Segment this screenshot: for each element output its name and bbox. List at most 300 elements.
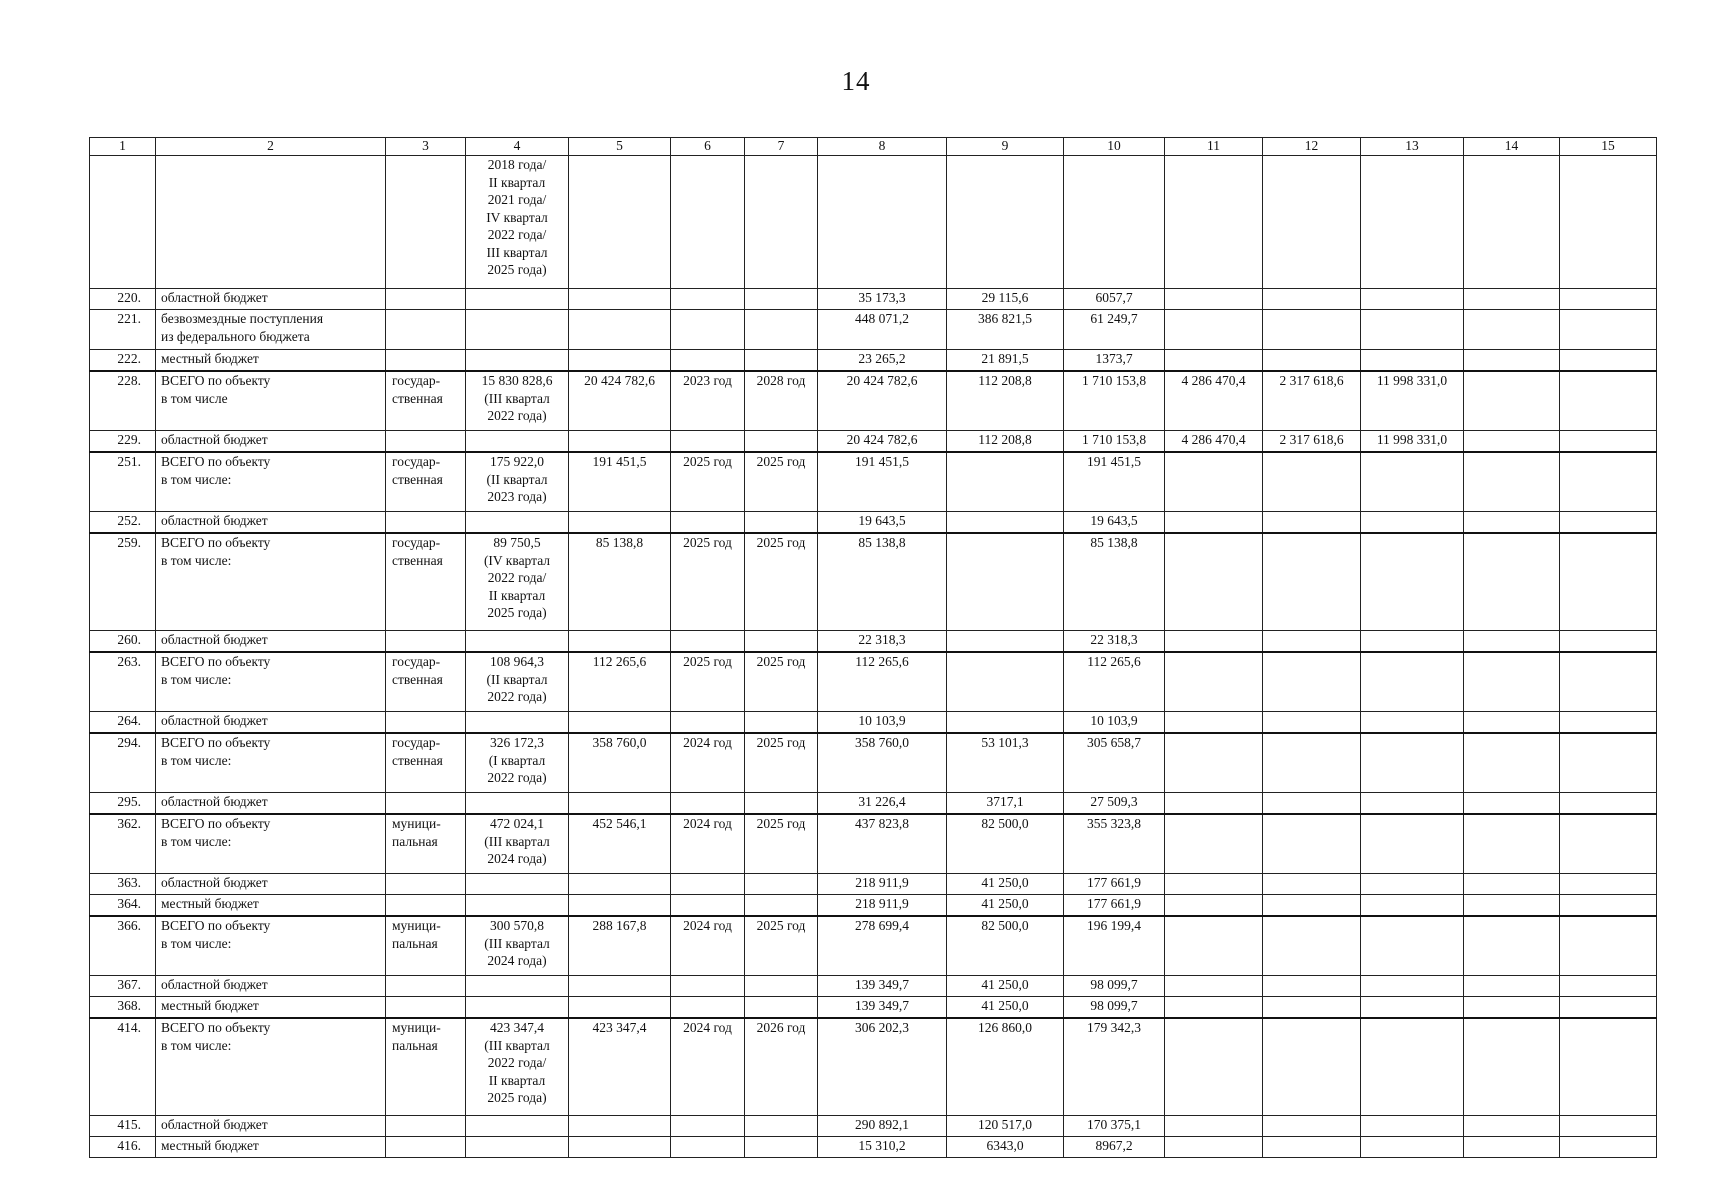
total-amount-cell: 10 103,9 [818, 712, 947, 734]
initial-cost-cell: 108 964,3 (II квартал 2022 года) [466, 652, 569, 712]
total-amount-cell: 139 349,7 [818, 976, 947, 997]
end-year-cell: 2025 год [745, 814, 818, 874]
row-name-cell: областной бюджет [156, 1116, 386, 1137]
amount-col-12-cell: 2 317 618,6 [1263, 431, 1361, 453]
start-year-cell [671, 874, 745, 895]
amount-col-10-cell [1064, 156, 1165, 289]
row-name-cell: ВСЕГО по объекту в том числе [156, 371, 386, 431]
amount-col-15-cell [1560, 1116, 1657, 1137]
amount-col-11-cell [1165, 733, 1263, 793]
amount-col-12-cell: 2 317 618,6 [1263, 371, 1361, 431]
ownership-type-cell [386, 997, 466, 1019]
amount-col-10-cell: 85 138,8 [1064, 533, 1165, 631]
column-number-row [90, 138, 1657, 156]
amount-col-10-cell: 179 342,3 [1064, 1018, 1165, 1116]
amount-col-12-cell [1263, 350, 1361, 372]
amount-col-9-cell: 41 250,0 [947, 874, 1064, 895]
initial-cost-cell [466, 1116, 569, 1137]
end-year-cell [745, 712, 818, 734]
amount-col-14-cell [1464, 712, 1560, 734]
ownership-type-cell: государ- ственная [386, 533, 466, 631]
amount-col-11-cell [1165, 1116, 1263, 1137]
amount-col-12-cell [1263, 631, 1361, 653]
amount-col-10-cell: 1 710 153,8 [1064, 371, 1165, 431]
table-row [90, 793, 1657, 815]
amount-col-14-cell [1464, 371, 1560, 431]
amount-col-11-cell [1165, 976, 1263, 997]
initial-cost-cell: 175 922,0 (II квартал 2023 года) [466, 452, 569, 512]
row-number-cell: 251. [90, 452, 156, 512]
initial-cost-cell: 472 024,1 (III квартал 2024 года) [466, 814, 569, 874]
estimated-cost-cell [569, 976, 671, 997]
amount-col-15-cell [1560, 371, 1657, 431]
row-number-cell: 367. [90, 976, 156, 997]
row-name-cell: областной бюджет [156, 874, 386, 895]
row-number-cell: 364. [90, 895, 156, 917]
table-row [90, 512, 1657, 534]
amount-col-10-cell: 177 661,9 [1064, 874, 1165, 895]
amount-col-14-cell [1464, 350, 1560, 372]
row-number-cell: 366. [90, 916, 156, 976]
ownership-type-cell: муници- пальная [386, 1018, 466, 1116]
row-number-cell: 220. [90, 289, 156, 310]
column-number-12: 12 [1263, 138, 1361, 156]
table-row [90, 289, 1657, 310]
amount-col-11-cell [1165, 814, 1263, 874]
amount-col-10-cell: 22 318,3 [1064, 631, 1165, 653]
amount-col-9-cell: 29 115,6 [947, 289, 1064, 310]
estimated-cost-cell: 20 424 782,6 [569, 371, 671, 431]
column-number-5: 5 [569, 138, 671, 156]
amount-col-9-cell: 112 208,8 [947, 371, 1064, 431]
amount-col-15-cell [1560, 289, 1657, 310]
estimated-cost-cell: 85 138,8 [569, 533, 671, 631]
total-amount-cell: 20 424 782,6 [818, 431, 947, 453]
end-year-cell [745, 310, 818, 350]
row-name-cell: ВСЕГО по объекту в том числе: [156, 733, 386, 793]
end-year-cell: 2025 год [745, 652, 818, 712]
row-name-cell: ВСЕГО по объекту в том числе: [156, 652, 386, 712]
amount-col-9-cell: 21 891,5 [947, 350, 1064, 372]
start-year-cell [671, 156, 745, 289]
amount-col-12-cell [1263, 733, 1361, 793]
estimated-cost-cell [569, 1116, 671, 1137]
amount-col-15-cell [1560, 156, 1657, 289]
amount-col-12-cell [1263, 1018, 1361, 1116]
ownership-type-cell [386, 350, 466, 372]
row-number-cell: 229. [90, 431, 156, 453]
estimated-cost-cell [569, 793, 671, 815]
amount-col-9-cell [947, 156, 1064, 289]
start-year-cell: 2024 год [671, 814, 745, 874]
table-body [90, 138, 1657, 1158]
start-year-cell [671, 976, 745, 997]
table-row [90, 1137, 1657, 1158]
column-number-11: 11 [1165, 138, 1263, 156]
amount-col-14-cell [1464, 652, 1560, 712]
initial-cost-cell [466, 997, 569, 1019]
table-row [90, 350, 1657, 372]
amount-col-13-cell [1361, 793, 1464, 815]
row-name-cell: областной бюджет [156, 631, 386, 653]
ownership-type-cell [386, 1116, 466, 1137]
amount-col-11-cell [1165, 916, 1263, 976]
initial-cost-cell [466, 1137, 569, 1158]
amount-col-9-cell: 82 500,0 [947, 916, 1064, 976]
amount-col-11-cell [1165, 350, 1263, 372]
amount-col-9-cell: 41 250,0 [947, 997, 1064, 1019]
amount-col-13-cell [1361, 631, 1464, 653]
row-name-cell: ВСЕГО по объекту в том числе: [156, 814, 386, 874]
row-name-cell: областной бюджет [156, 976, 386, 997]
estimated-cost-cell [569, 895, 671, 917]
column-number-13: 13 [1361, 138, 1464, 156]
amount-col-11-cell [1165, 1137, 1263, 1158]
end-year-cell: 2028 год [745, 371, 818, 431]
total-amount-cell: 358 760,0 [818, 733, 947, 793]
row-name-cell: местный бюджет [156, 350, 386, 372]
amount-col-9-cell: 112 208,8 [947, 431, 1064, 453]
end-year-cell [745, 631, 818, 653]
amount-col-15-cell [1560, 431, 1657, 453]
table-row [90, 310, 1657, 350]
ownership-type-cell: государ- ственная [386, 652, 466, 712]
table-row [90, 371, 1657, 431]
table-row [90, 431, 1657, 453]
amount-col-14-cell [1464, 631, 1560, 653]
ownership-type-cell: государ- ственная [386, 733, 466, 793]
column-number-1: 1 [90, 138, 156, 156]
amount-col-13-cell [1361, 156, 1464, 289]
amount-col-9-cell: 3717,1 [947, 793, 1064, 815]
amount-col-10-cell: 305 658,7 [1064, 733, 1165, 793]
initial-cost-cell [466, 350, 569, 372]
amount-col-10-cell: 1 710 153,8 [1064, 431, 1165, 453]
amount-col-9-cell: 386 821,5 [947, 310, 1064, 350]
total-amount-cell [818, 156, 947, 289]
amount-col-14-cell [1464, 310, 1560, 350]
amount-col-15-cell [1560, 512, 1657, 534]
amount-col-9-cell: 41 250,0 [947, 976, 1064, 997]
estimated-cost-cell [569, 1137, 671, 1158]
column-number-3: 3 [386, 138, 466, 156]
row-number-cell: 362. [90, 814, 156, 874]
table-row [90, 652, 1657, 712]
row-name-cell: местный бюджет [156, 895, 386, 917]
ownership-type-cell: государ- ственная [386, 452, 466, 512]
amount-col-11-cell [1165, 533, 1263, 631]
row-name-cell: областной бюджет [156, 431, 386, 453]
amount-col-13-cell [1361, 1137, 1464, 1158]
start-year-cell: 2025 год [671, 533, 745, 631]
amount-col-15-cell [1560, 895, 1657, 917]
amount-col-12-cell [1263, 874, 1361, 895]
end-year-cell [745, 512, 818, 534]
initial-cost-cell [466, 895, 569, 917]
amount-col-10-cell: 27 509,3 [1064, 793, 1165, 815]
amount-col-15-cell [1560, 452, 1657, 512]
amount-col-12-cell [1263, 793, 1361, 815]
amount-col-9-cell: 82 500,0 [947, 814, 1064, 874]
start-year-cell [671, 1116, 745, 1137]
row-name-cell: безвозмездные поступления из федерального бюджета [156, 310, 386, 350]
row-number-cell: 414. [90, 1018, 156, 1116]
estimated-cost-cell [569, 431, 671, 453]
initial-cost-cell [466, 310, 569, 350]
estimated-cost-cell [569, 310, 671, 350]
start-year-cell [671, 512, 745, 534]
row-number-cell: 221. [90, 310, 156, 350]
table-row [90, 1018, 1657, 1116]
amount-col-9-cell: 53 101,3 [947, 733, 1064, 793]
amount-col-12-cell [1263, 916, 1361, 976]
amount-col-14-cell [1464, 289, 1560, 310]
initial-cost-cell [466, 431, 569, 453]
estimated-cost-cell [569, 350, 671, 372]
total-amount-cell: 112 265,6 [818, 652, 947, 712]
amount-col-14-cell [1464, 916, 1560, 976]
amount-col-13-cell [1361, 916, 1464, 976]
amount-col-12-cell [1263, 895, 1361, 917]
row-number-cell: 252. [90, 512, 156, 534]
initial-cost-cell: 423 347,4 (III квартал 2022 года/ II квартал 2025 года) [466, 1018, 569, 1116]
estimated-cost-cell: 358 760,0 [569, 733, 671, 793]
row-name-cell: ВСЕГО по объекту в том числе: [156, 916, 386, 976]
amount-col-11-cell [1165, 997, 1263, 1019]
amount-col-13-cell [1361, 895, 1464, 917]
table-row [90, 1116, 1657, 1137]
ownership-type-cell [386, 1137, 466, 1158]
row-number-cell: 415. [90, 1116, 156, 1137]
amount-col-13-cell [1361, 814, 1464, 874]
row-name-cell: ВСЕГО по объекту в том числе: [156, 533, 386, 631]
initial-cost-cell [466, 712, 569, 734]
amount-col-12-cell [1263, 712, 1361, 734]
amount-col-9-cell [947, 452, 1064, 512]
table-row [90, 874, 1657, 895]
start-year-cell [671, 631, 745, 653]
amount-col-15-cell [1560, 733, 1657, 793]
amount-col-11-cell [1165, 1018, 1263, 1116]
row-number-cell [90, 156, 156, 289]
amount-col-14-cell [1464, 1018, 1560, 1116]
amount-col-11-cell [1165, 512, 1263, 534]
row-number-cell: 263. [90, 652, 156, 712]
end-year-cell [745, 793, 818, 815]
row-number-cell: 368. [90, 997, 156, 1019]
end-year-cell [745, 976, 818, 997]
amount-col-14-cell [1464, 976, 1560, 997]
total-amount-cell: 22 318,3 [818, 631, 947, 653]
amount-col-13-cell [1361, 1018, 1464, 1116]
amount-col-10-cell: 8967,2 [1064, 1137, 1165, 1158]
amount-col-9-cell: 126 860,0 [947, 1018, 1064, 1116]
amount-col-14-cell [1464, 533, 1560, 631]
start-year-cell [671, 350, 745, 372]
end-year-cell: 2026 год [745, 1018, 818, 1116]
initial-cost-cell [466, 289, 569, 310]
table-row [90, 997, 1657, 1019]
ownership-type-cell: государ- ственная [386, 371, 466, 431]
estimated-cost-cell [569, 631, 671, 653]
initial-cost-cell [466, 874, 569, 895]
total-amount-cell: 278 699,4 [818, 916, 947, 976]
amount-col-12-cell [1263, 1116, 1361, 1137]
amount-col-14-cell [1464, 814, 1560, 874]
amount-col-10-cell: 355 323,8 [1064, 814, 1165, 874]
row-name-cell: местный бюджет [156, 997, 386, 1019]
amount-col-14-cell [1464, 895, 1560, 917]
total-amount-cell: 15 310,2 [818, 1137, 947, 1158]
column-number-9: 9 [947, 138, 1064, 156]
amount-col-12-cell [1263, 814, 1361, 874]
amount-col-15-cell [1560, 533, 1657, 631]
amount-col-11-cell [1165, 156, 1263, 289]
end-year-cell [745, 1116, 818, 1137]
ownership-type-cell [386, 512, 466, 534]
amount-col-15-cell [1560, 350, 1657, 372]
amount-col-10-cell: 98 099,7 [1064, 976, 1165, 997]
amount-col-13-cell [1361, 310, 1464, 350]
total-amount-cell: 31 226,4 [818, 793, 947, 815]
total-amount-cell: 448 071,2 [818, 310, 947, 350]
amount-col-10-cell: 1373,7 [1064, 350, 1165, 372]
initial-cost-cell: 326 172,3 (I квартал 2022 года) [466, 733, 569, 793]
ownership-type-cell: муници- пальная [386, 916, 466, 976]
amount-col-12-cell [1263, 310, 1361, 350]
start-year-cell: 2023 год [671, 371, 745, 431]
amount-col-10-cell: 112 265,6 [1064, 652, 1165, 712]
row-number-cell: 260. [90, 631, 156, 653]
ownership-type-cell [386, 289, 466, 310]
end-year-cell [745, 1137, 818, 1158]
amount-col-12-cell [1263, 652, 1361, 712]
estimated-cost-cell [569, 289, 671, 310]
total-amount-cell: 191 451,5 [818, 452, 947, 512]
end-year-cell [745, 997, 818, 1019]
table-row [90, 895, 1657, 917]
amount-col-13-cell [1361, 512, 1464, 534]
initial-cost-cell [466, 793, 569, 815]
amount-col-12-cell [1263, 533, 1361, 631]
initial-cost-cell: 300 570,8 (III квартал 2024 года) [466, 916, 569, 976]
amount-col-11-cell [1165, 631, 1263, 653]
amount-col-15-cell [1560, 631, 1657, 653]
amount-col-10-cell: 170 375,1 [1064, 1116, 1165, 1137]
table-row [90, 976, 1657, 997]
total-amount-cell: 20 424 782,6 [818, 371, 947, 431]
estimated-cost-cell: 112 265,6 [569, 652, 671, 712]
start-year-cell: 2024 год [671, 1018, 745, 1116]
amount-col-14-cell [1464, 874, 1560, 895]
end-year-cell: 2025 год [745, 452, 818, 512]
amount-col-15-cell [1560, 1137, 1657, 1158]
start-year-cell: 2025 год [671, 452, 745, 512]
total-amount-cell: 23 265,2 [818, 350, 947, 372]
amount-col-15-cell [1560, 310, 1657, 350]
row-number-cell: 228. [90, 371, 156, 431]
amount-col-15-cell [1560, 874, 1657, 895]
amount-col-14-cell [1464, 431, 1560, 453]
end-year-cell [745, 431, 818, 453]
estimated-cost-cell [569, 156, 671, 289]
total-amount-cell: 139 349,7 [818, 997, 947, 1019]
row-name-cell: ВСЕГО по объекту в том числе: [156, 1018, 386, 1116]
initial-cost-cell [466, 976, 569, 997]
amount-col-11-cell [1165, 289, 1263, 310]
total-amount-cell: 218 911,9 [818, 895, 947, 917]
start-year-cell [671, 289, 745, 310]
estimated-cost-cell: 423 347,4 [569, 1018, 671, 1116]
row-name-cell: областной бюджет [156, 712, 386, 734]
table-row [90, 733, 1657, 793]
amount-col-13-cell [1361, 452, 1464, 512]
amount-col-11-cell: 4 286 470,4 [1165, 431, 1263, 453]
amount-col-13-cell: 11 998 331,0 [1361, 371, 1464, 431]
ownership-type-cell [386, 874, 466, 895]
amount-col-13-cell [1361, 1116, 1464, 1137]
amount-col-15-cell [1560, 814, 1657, 874]
estimated-cost-cell [569, 997, 671, 1019]
estimated-cost-cell [569, 512, 671, 534]
amount-col-11-cell [1165, 712, 1263, 734]
amount-col-10-cell: 196 199,4 [1064, 916, 1165, 976]
ownership-type-cell: муници- пальная [386, 814, 466, 874]
amount-col-12-cell [1263, 156, 1361, 289]
amount-col-11-cell [1165, 310, 1263, 350]
amount-col-9-cell: 41 250,0 [947, 895, 1064, 917]
table-row [90, 916, 1657, 976]
start-year-cell [671, 1137, 745, 1158]
estimated-cost-cell: 191 451,5 [569, 452, 671, 512]
amount-col-11-cell [1165, 895, 1263, 917]
column-number-4: 4 [466, 138, 569, 156]
amount-col-14-cell [1464, 793, 1560, 815]
ownership-type-cell [386, 631, 466, 653]
amount-col-13-cell [1361, 652, 1464, 712]
ownership-type-cell [386, 976, 466, 997]
amount-col-14-cell [1464, 1137, 1560, 1158]
row-name-cell [156, 156, 386, 289]
initial-cost-cell [466, 631, 569, 653]
row-number-cell: 222. [90, 350, 156, 372]
table-row [90, 452, 1657, 512]
total-amount-cell: 290 892,1 [818, 1116, 947, 1137]
end-year-cell: 2025 год [745, 916, 818, 976]
end-year-cell [745, 874, 818, 895]
end-year-cell [745, 289, 818, 310]
amount-col-13-cell [1361, 976, 1464, 997]
ownership-type-cell [386, 712, 466, 734]
column-number-15: 15 [1560, 138, 1657, 156]
amount-col-11-cell: 4 286 470,4 [1165, 371, 1263, 431]
amount-col-13-cell [1361, 533, 1464, 631]
ownership-type-cell [386, 895, 466, 917]
row-number-cell: 295. [90, 793, 156, 815]
start-year-cell [671, 997, 745, 1019]
amount-col-12-cell [1263, 512, 1361, 534]
amount-col-14-cell [1464, 997, 1560, 1019]
column-number-8: 8 [818, 138, 947, 156]
total-amount-cell: 306 202,3 [818, 1018, 947, 1116]
row-name-cell: областной бюджет [156, 793, 386, 815]
row-number-cell: 259. [90, 533, 156, 631]
amount-col-15-cell [1560, 712, 1657, 734]
amount-col-15-cell [1560, 793, 1657, 815]
total-amount-cell: 218 911,9 [818, 874, 947, 895]
amount-col-10-cell: 10 103,9 [1064, 712, 1165, 734]
amount-col-13-cell [1361, 997, 1464, 1019]
